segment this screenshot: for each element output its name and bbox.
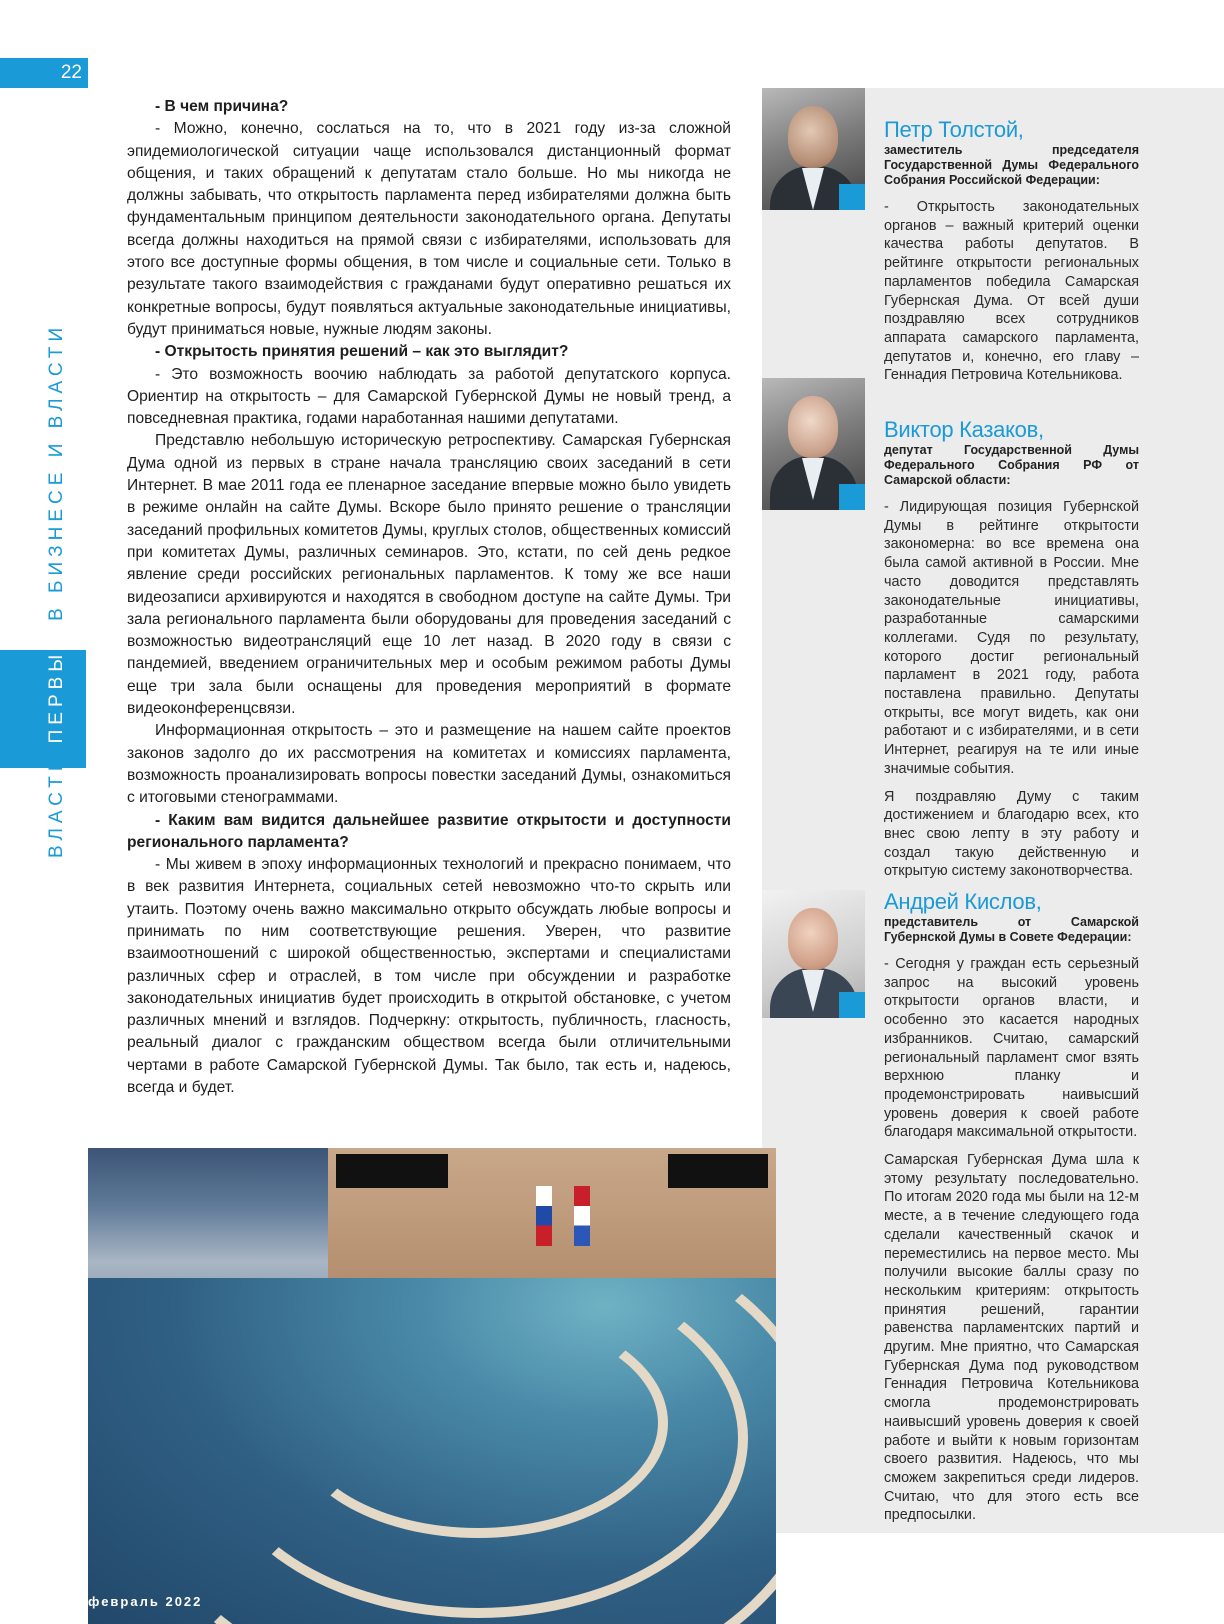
person-quote [884,198,1139,385]
quote-paragraph: - Сегодня у граждан есть серьезный запрос на высокий уровень открытости органов власти, и особенно это касается народных избранников. Считаю, самарский региональный парламент смог взять верхнюю планку и продемонстрировать наивысший уровень доверия к своей работе благодаря максимальной открытости. [884,956,1139,1141]
portrait-photo [762,890,865,1018]
question: - Открытость принятия решений – как это выглядит? [155,343,569,361]
answer-paragraph: - Это возможность воочию наблюдать за работой депутатского корпуса. Ориентир на открытость – для Самарской Губернской Думы не новый тренд, а повседневная практика, годами наработанная нашими депутатами. [127,365,731,428]
quote-paragraph: Самарская Губернская Дума шла к этому результату последовательно. По итогам 2020 года мы были на 12-м месте, а в течение следующего года сделали качественный скачок и переместились на первое место. Мы получили высокие баллы сразу по нескольким критериям: открытость принятия решений, гарантии равенства парламентских партий и другим. Мне приятно, что Самарская Губернская Дума под руководством Геннадия Петровича Котельникова смогла продемонстрировать наивысший уровень доверия к своей работе и выйти к новым горизонтам своего развития. Надеюсь, что мы сможем закрепиться среди лидеров. Считаю, что для этого есть все предпосылки. [884,1152,1139,1524]
person-role: представитель от Самарской Губернской Думы в Совете Федерации: [884,915,1139,944]
answer-paragraph: - Можно, конечно, сослаться на то, что в 2021 году из-за сложной эпидемиологической ситуации чаще использовался дистанционный формат общения, и таких обращений к депутатам стало больше. Но мы никогда не должны забывать, что открытость парламента перед избирателями должна быть фундаментальным принципом деятельности законодательного органа. Депутаты всегда должны находиться на прямой связи с избирателями, использовать для этого все доступные формы общения, в том числе и социальные сети. Только в результате такого взаимодействия с гражданами будут оперативно решаться их конкретные вопросы, будут появляться актуальные законодательные инициативы, будут приниматься новые, нужные людям законы. [127,120,731,338]
person-quote [884,498,1139,881]
assembly-hall-photo [88,1148,776,1624]
answer-paragraph: Информационная открытость – это и размещение на нашем сайте проектов законов задолго до их рассмотрения на комитетах и комиссиях парламента, возможность проанализировать вопросы повестки заседаний Думы, ознакомиться с итоговыми стенограммами. [127,722,731,807]
section-marker-bar [0,650,86,768]
question: - В чем причина? [155,98,289,115]
person-role: заместитель председателя Государственной Думы Федерального Собрания Российской Федерации: [884,143,1139,187]
quote-paragraph: - Открытость законодательных органов – важный критерий оценки качества работы депутатов. В рейтинге открытости региональных парламентов победила Самарская Губернская Дума. От всей души поздравляю всех сотрудников аппарата самарского парламента, депутатов и, конечно, его главу – Геннадия Петровича Котельникова. [884,199,1139,384]
person-quote [884,955,1139,1525]
section-label-part2: ПЕРВЫЙ [46,631,67,744]
portrait-photo [762,378,865,510]
interview-text [127,96,731,1099]
person-role: депутат Государственной Думы Федерального Собрания РФ от Самарской области: [884,443,1139,487]
person-name: Виктор Казаков, [884,417,1044,442]
answer-paragraph: - Мы живем в эпоху информационных технологий и прекрасно понимаем, что в век развития Интернета, социальных сетей невозможно что-то скрыть или утаить. Поэтому очень важно максимально открыто обсуждать любые вопросы и принимать по ним соответствующие решения. Уверен, что развитие взаимоотношений с широкой общественностью, экспертами и специалистами различных сфер и отраслей, в том числе при обсуждении и разработке законодательных инициатив будет происходить в открытой обстановке, с учетом различных мнений и взглядов. Подчеркну: открытость, публичность, гласность, реальный диалог с гражданским обществом всегда были отличительными чертами в работе Самарской Губернской Думы. Так было, так есть и, надеюсь, всегда и будет. [127,856,731,1097]
portrait-photo [762,88,865,210]
quote-paragraph: Я поздравляю Думу с таким достижением и благодарю всех, кто внес свою лепту в эту работу и создал такую действенную и открытую систему законотворчества. [884,788,1139,880]
issue-date: февраль 2022 [88,1594,203,1609]
quote-paragraph: - Лидирующая позиция Губернской Думы в рейтинге открытости закономерна: во все времена она была самой активной в России. Мне часто доводится представлять законодательные инициативы, разработанные самарскими коллегами. Судя по результату, которого достиг региональный парламент в 2021 году, работа поставлена правильно. Депутаты открыты, все могут видеть, как они работают и с избирателями, и в сети Интернет, реагируя на те или иные значимые события. [884,499,1139,777]
person-name: Андрей Кислов, [884,889,1042,914]
page-number: 22 [0,58,88,88]
question: - Каким вам видится дальнейшее развитие открытости и доступности регионального парламента? [127,811,731,851]
section-label-part3: В БИЗНЕСЕ И ВЛАСТИ [46,322,67,621]
person-name: Петр Толстой, [884,117,1024,142]
section-label [46,323,68,858]
answer-paragraph: Представлю небольшую историческую ретроспективу. Самарская Губернская Дума одной из первых в стране начала трансляцию своих заседаний в сети Интернет. В мае 2011 года ее пленарное заседание впервые можно было увидеть в режиме онлайн на сайте Думы. Вскоре было принято решение о трансляции заседаний профильных комитетов Думы, круглых столов, общественных комиссий при комитетах Думы, различных семинаров. Это, кстати, по сей день редкое явление среди российских региональных парламентов. К тому же все наши видеозаписи архивируются и находятся в свободном доступе на сайте Думы. Три зала регионального парламента были оборудованы для проведения заседаний с возможностью видеотрансляций еще 10 лет назад. В 2020 году в связи с пандемией, введением ограничительных мер и особым режимом работы Думы еще три зала были оснащены для проведения мероприятий в формате видеоконференцсвязи. [127,432,731,718]
section-label-part1: ВЛАСТЬ [46,753,67,858]
